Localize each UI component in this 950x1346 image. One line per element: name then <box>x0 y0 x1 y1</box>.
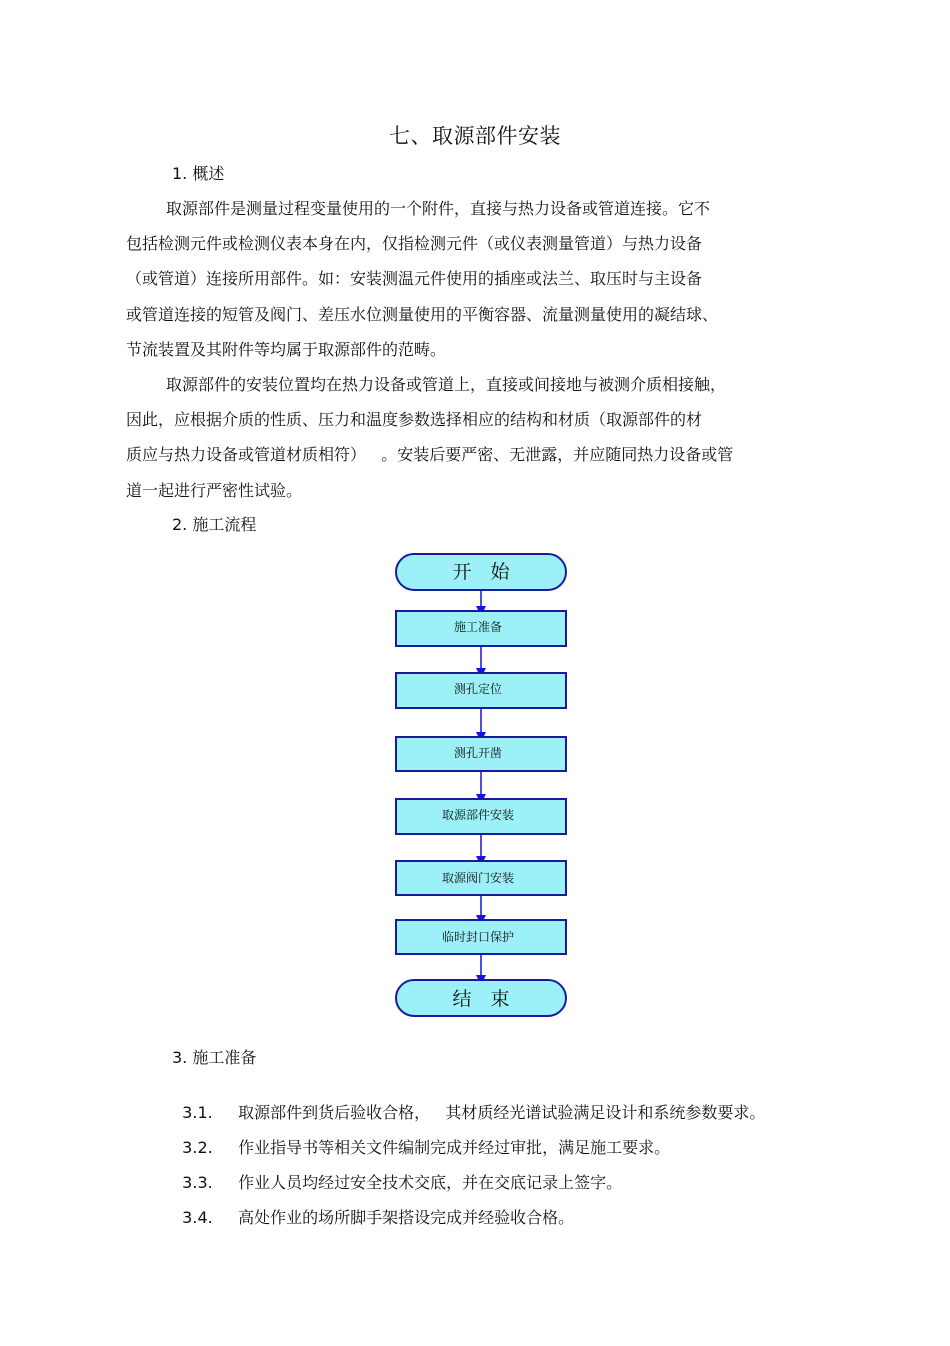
paragraph-line: 因此，应根据介质的性质、压力和温度参数选择相应的结构和材质（取源部件的材 <box>126 410 703 430</box>
flow-step-node <box>396 799 566 834</box>
list-item-number: 3.1. <box>182 1103 213 1122</box>
flow-step-node <box>396 737 566 771</box>
list-item-number: 3.4. <box>182 1208 213 1227</box>
flow-step-label: 测孔开凿 <box>453 746 503 760</box>
flow-step-label: 施工准备 <box>453 620 503 634</box>
flow-step-node <box>396 673 566 708</box>
paragraph-line: 道一起进行严密性试验。 <box>126 480 303 500</box>
list-item-number: 3.2. <box>182 1138 213 1157</box>
flow-step-label: 测孔定位 <box>453 682 503 696</box>
section-heading-overview: 1. 概述 <box>172 164 225 183</box>
flow-step-node <box>396 920 566 954</box>
list-item-text: 高处作业的场所脚手架搭设完成并经验收合格。 <box>238 1208 575 1227</box>
paragraph-line: 包括检测元件或检测仪表本身在内，仅指检测元件（或仪表测量管道）与热力设备 <box>126 234 703 254</box>
paragraph-line: 或管道连接的短管及阀门、差压水位测量使用的平衡容器、流量测量使用的凝结球、 <box>126 304 719 324</box>
section-heading-process: 2. 施工流程 <box>172 515 257 534</box>
flow-step-label: 取源阀门安装 <box>441 871 515 885</box>
paragraph-line: （或管道）连接所用部件。如：安装测温元件使用的插座或法兰、取压时与主设备 <box>126 269 703 289</box>
flow-step-label: 临时封口保护 <box>441 930 515 944</box>
flow-step-node <box>396 611 566 646</box>
paragraph-line: 取源部件是测量过程变量使用的一个附件，直接与热力设备或管道连接。它不 <box>166 199 711 218</box>
paragraph-line: 质应与热力设备或管道材质相符） 。安装后要严密、无泄露，并应随同热力设备或管 <box>126 445 734 465</box>
list-item <box>172 1186 574 1228</box>
flow-step-node <box>396 861 566 895</box>
flow-end-node <box>396 980 566 1016</box>
flow-step-label: 取源部件安装 <box>441 808 515 822</box>
list-item-text: 作业指导书等相关文件编制完成并经过审批，满足施工要求。 <box>238 1138 671 1157</box>
flow-start-label: 开 始 <box>452 561 510 583</box>
paragraph-line: 取源部件的安装位置均在热力设备或管道上，直接或间接地与被测介质相接触， <box>166 375 727 394</box>
flow-end-label: 结 束 <box>452 988 510 1010</box>
list-item-text: 取源部件到货后验收合格， 其材质经光谱试验满足设计和系统参数要求。 <box>238 1103 766 1122</box>
paragraph-line: 节流装置及其附件等均属于取源部件的范畴。 <box>126 339 447 359</box>
section-heading-preparation: 3. 施工准备 <box>172 1048 257 1067</box>
list-item-number: 3.3. <box>182 1173 213 1192</box>
flow-start-node <box>396 554 566 590</box>
list-item-text: 作业人员均经过安全技术交底，并在交底记录上签字。 <box>238 1173 623 1192</box>
page-title: 七、取源部件安装 <box>389 124 561 148</box>
